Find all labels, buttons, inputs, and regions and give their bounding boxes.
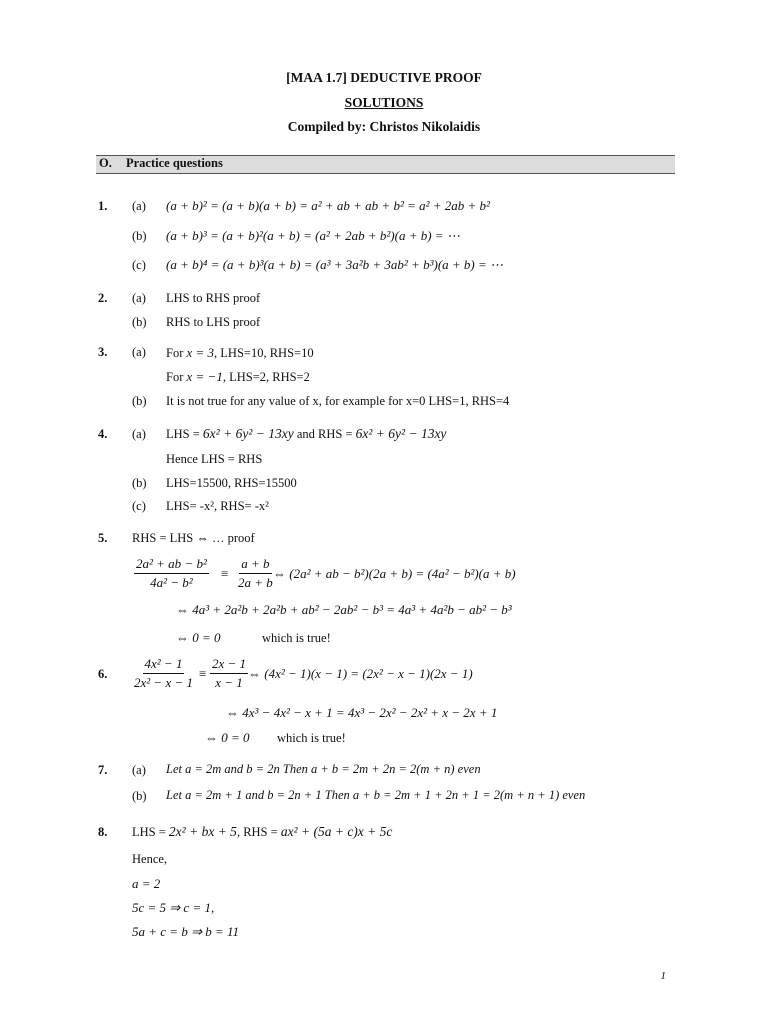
section-number: O.	[99, 156, 112, 170]
q6-fraction-right-numerator: 2x − 1	[210, 656, 248, 674]
q3-number: 3.	[98, 345, 108, 359]
q6-line3-note: which is true!	[277, 731, 346, 745]
q3b-label: (b)	[132, 394, 147, 408]
q8-line: LHS = 2x² + bx + 5, RHS = ax² + (5a + c)x + 5c	[132, 824, 393, 839]
q4a-line: LHS = 6x² + 6y² − 13xy and RHS = 6x² + 6y² − 13xy	[166, 426, 447, 441]
q7a-text: Let a = 2m and b = 2n Then a + b = 2m + 2n = 2(m + n) even	[166, 762, 481, 776]
q6-fraction-right-denominator: x − 1	[215, 675, 243, 690]
q5-fraction-left-numerator: 2a² + ab − b²	[134, 556, 209, 574]
q8-result-c: 5c = 5 ⇒ c = 1,	[132, 900, 215, 915]
q5-number: 5.	[98, 531, 108, 545]
q3a-line2: For x = −1, LHS=2, RHS=2	[166, 369, 310, 384]
q5-fraction-right-denominator: 2a + b	[238, 575, 273, 590]
q5-fraction-left	[134, 556, 209, 591]
q5-fraction-right-numerator: a + b	[239, 556, 271, 574]
q2-number: 2.	[98, 291, 108, 305]
q4a-label: (a)	[132, 427, 146, 441]
q1b-label: (b)	[132, 229, 147, 243]
document-title: [MAA 1.7] DEDUCTIVE PROOF	[286, 70, 482, 85]
q3a-line1: For x = 3, LHS=10, RHS=10	[166, 345, 314, 360]
q1a-equation: (a + b)² = (a + b)(a + b) = a² + ab + ab + b² = a² + 2ab + b²	[166, 198, 490, 213]
q1-number: 1.	[98, 199, 108, 213]
q6-line1: ⇔ (4x² − 1)(x − 1) = (2x² − x − 1)(2x − 1)	[248, 666, 473, 681]
q6-fraction-right	[210, 656, 248, 691]
section-title: Practice questions	[126, 156, 223, 170]
q1a-label: (a)	[132, 199, 146, 213]
q1b-equation: (a + b)³ = (a + b)²(a + b) = (a² + 2ab + b²)(a + b) = ⋯	[166, 228, 460, 243]
q4c-text: LHS= -x², RHS= -x²	[166, 499, 269, 513]
q5-fraction-left-denominator: 4a² − b²	[150, 575, 193, 590]
q5-intro: RHS = LHS ⇔ … proof	[132, 531, 255, 545]
q2a-label: (a)	[132, 291, 146, 305]
q5-line2: ⇔ 4a³ + 2a²b + 2a²b + ab² − 2ab² − b³ = 4a³ + 4a²b − ab² − b³	[176, 602, 512, 617]
q5-line3: ⇔ 0 = 0	[176, 630, 221, 645]
q5-line3-note: which is true!	[262, 631, 331, 645]
q7a-label: (a)	[132, 763, 146, 777]
q8-result-b: 5a + c = b ⇒ b = 11	[132, 924, 240, 939]
q6-fraction-left-numerator: 4x² − 1	[143, 656, 185, 674]
q1c-label: (c)	[132, 258, 146, 272]
q4a-hence: Hence LHS = RHS	[166, 452, 263, 466]
q6-line3: ⇔ 0 = 0	[205, 730, 250, 745]
q6-line2: ⇔ 4x³ − 4x² − x + 1 = 4x³ − 2x² − 2x² + x − 2x + 1	[226, 705, 498, 720]
q8-number: 8.	[98, 825, 108, 839]
q4b-label: (b)	[132, 476, 147, 490]
q4-number: 4.	[98, 427, 108, 441]
q6-fraction-left	[132, 656, 195, 691]
q6-fraction-left-denominator: 2x² − x − 1	[134, 675, 193, 690]
q7-number: 7.	[98, 763, 108, 777]
q1c-equation: (a + b)⁴ = (a + b)³(a + b) = (a³ + 3a²b + 3ab² + b³)(a + b) = ⋯	[166, 257, 504, 272]
document-author: Compiled by: Christos Nikolaidis	[287, 119, 481, 134]
q7b-text: Let a = 2m + 1 and b = 2n + 1 Then a + b = 2m + 1 + 2n + 1 = 2(m + n + 1) even	[166, 788, 586, 802]
q6-number: 6.	[98, 667, 108, 681]
q6-equiv-sign: ≡	[199, 666, 207, 681]
q4b-text: LHS=15500, RHS=15500	[166, 476, 297, 490]
q4c-label: (c)	[132, 499, 146, 513]
q2a-text: LHS to RHS proof	[166, 291, 261, 305]
q8-result-a: a = 2	[132, 876, 161, 891]
q2b-text: RHS to LHS proof	[166, 315, 261, 329]
q3a-label: (a)	[132, 345, 146, 359]
q5-equiv-sign: ≡	[221, 566, 229, 581]
q2b-label: (b)	[132, 315, 147, 329]
q5-fraction-right	[236, 556, 275, 591]
document-subtitle: SOLUTIONS	[344, 95, 424, 110]
page-number: 1	[660, 970, 666, 982]
q8-hence: Hence,	[132, 852, 168, 866]
q5-line1: ⇔ (2a² + ab − b²)(2a + b) = (4a² − b²)(a + b)	[273, 566, 516, 581]
q3b-text: It is not true for any value of x, for example for x=0 LHS=1, RHS=4	[166, 394, 510, 408]
q7b-label: (b)	[132, 789, 147, 803]
